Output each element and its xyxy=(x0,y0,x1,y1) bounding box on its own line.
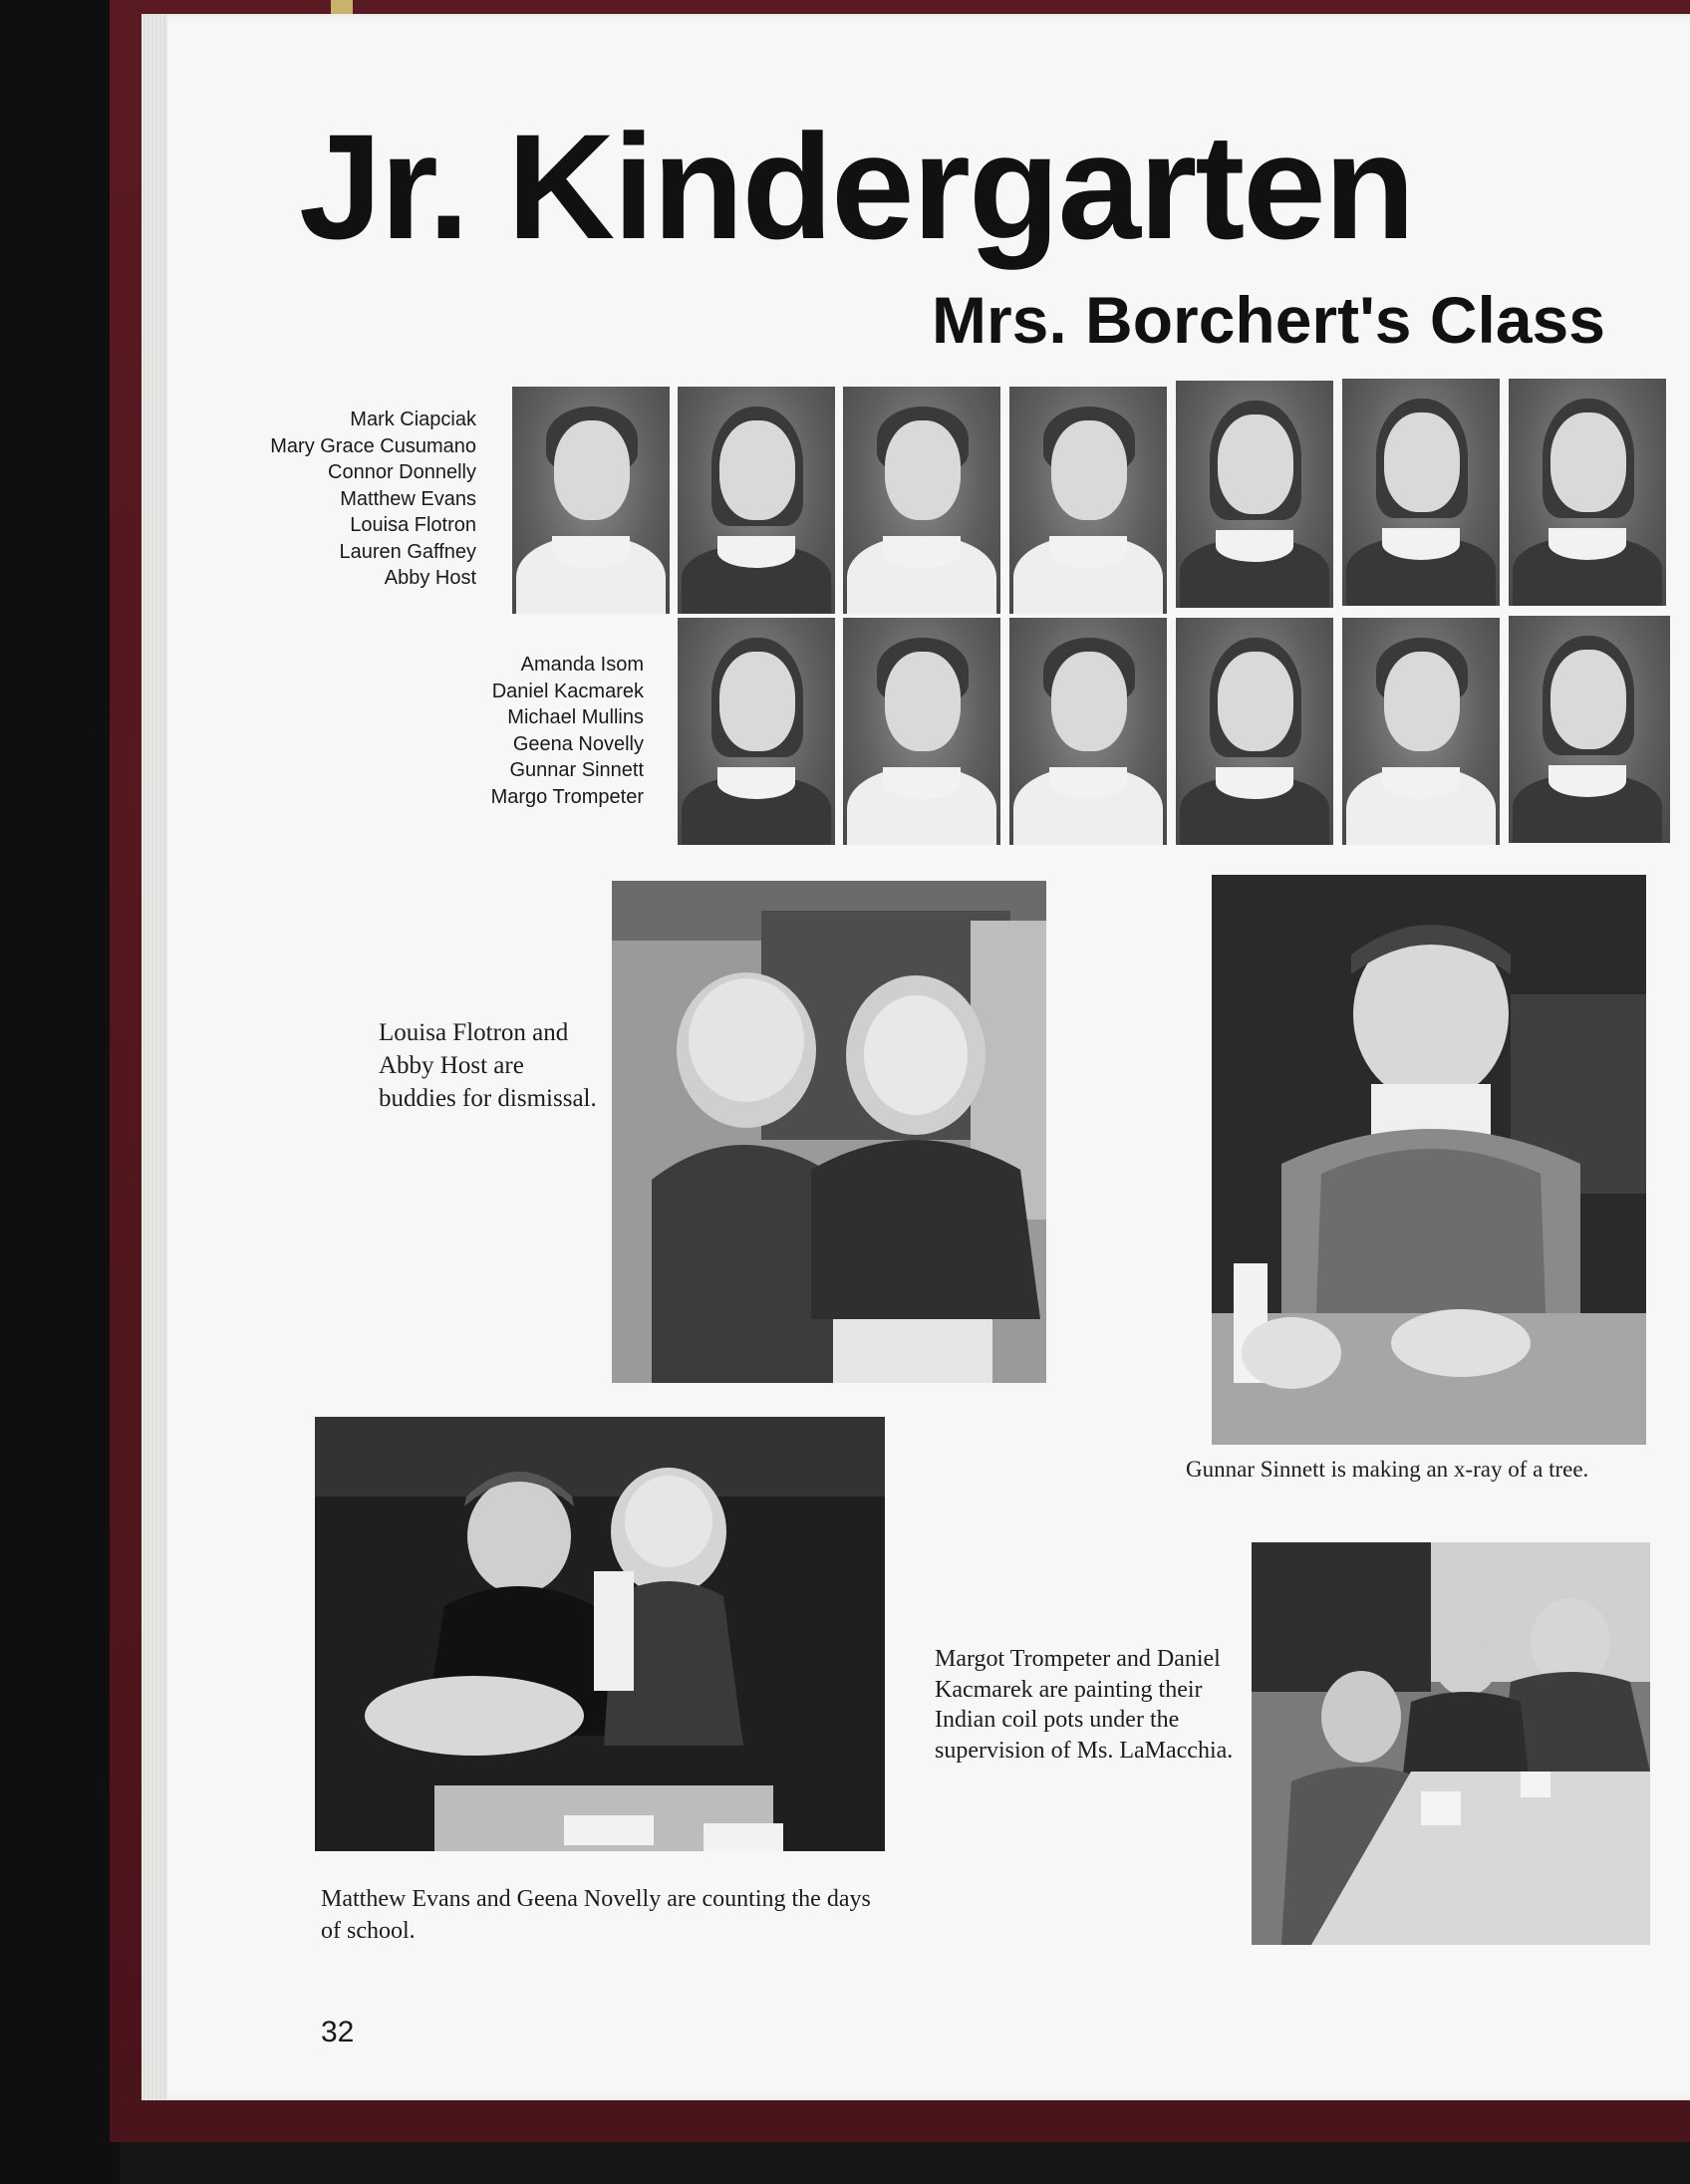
portrait-photo xyxy=(1176,618,1333,845)
roster-name: Connor Donnelly xyxy=(328,461,476,483)
photo-gunnar xyxy=(1212,875,1646,1445)
caption-margot-daniel: Margot Trompeter and Daniel Kacmarek are painting their Indian coil pots under the supervision of Ms. LaMacchia. xyxy=(935,1646,1234,1764)
portrait-photo xyxy=(678,387,835,614)
roster-name: Margo Trompeter xyxy=(490,785,644,808)
roster-name: Geena Novelly xyxy=(512,732,644,755)
caption-louisa-abby: Louisa Flotron and Abby Host are buddies for dismissal. xyxy=(379,1019,597,1112)
portrait-photo xyxy=(1009,618,1167,845)
portrait-photo xyxy=(1009,387,1167,614)
page-number: 32 xyxy=(321,2016,355,2048)
portrait-photo xyxy=(1342,618,1500,845)
class-subtitle: Mrs. Borchert's Class xyxy=(932,283,1605,357)
portrait-photo xyxy=(1342,379,1500,606)
roster-name: Abby Host xyxy=(384,567,476,589)
roster-name: Matthew Evans xyxy=(340,487,476,510)
portrait-photo xyxy=(1176,381,1333,608)
roster-name: Mary Grace Cusumano xyxy=(270,434,476,457)
scan-background xyxy=(0,0,120,2184)
caption-gunnar: Gunnar Sinnett is making an x-ray of a tree. xyxy=(1186,1457,1589,1482)
photo-louisa-abby xyxy=(612,881,1046,1383)
portrait-photo xyxy=(512,387,670,614)
caption-matthew-geena: Matthew Evans and Geena Novelly are counting the days of school. xyxy=(321,1886,871,1944)
page-edge xyxy=(141,14,167,2100)
roster-row-1 xyxy=(195,407,476,592)
portrait-photo xyxy=(843,618,1000,845)
roster-row-2 xyxy=(369,652,644,810)
roster-name: Gunnar Sinnett xyxy=(509,759,644,781)
portrait-photo xyxy=(1509,379,1666,606)
roster-name: Amanda Isom xyxy=(520,654,644,676)
roster-name: Lauren Gaffney xyxy=(339,540,476,563)
page-title: Jr. Kindergarten xyxy=(299,103,1414,270)
portrait-photo xyxy=(843,387,1000,614)
portrait-photo xyxy=(1509,616,1670,843)
roster-name: Michael Mullins xyxy=(507,706,644,728)
photo-margot-daniel xyxy=(1252,1542,1650,1945)
portrait-photo xyxy=(678,618,835,845)
roster-name: Daniel Kacmarek xyxy=(491,680,644,702)
photo-matthew-geena xyxy=(315,1417,885,1851)
roster-name: Louisa Flotron xyxy=(350,514,476,536)
roster-name: Mark Ciapciak xyxy=(350,409,476,430)
